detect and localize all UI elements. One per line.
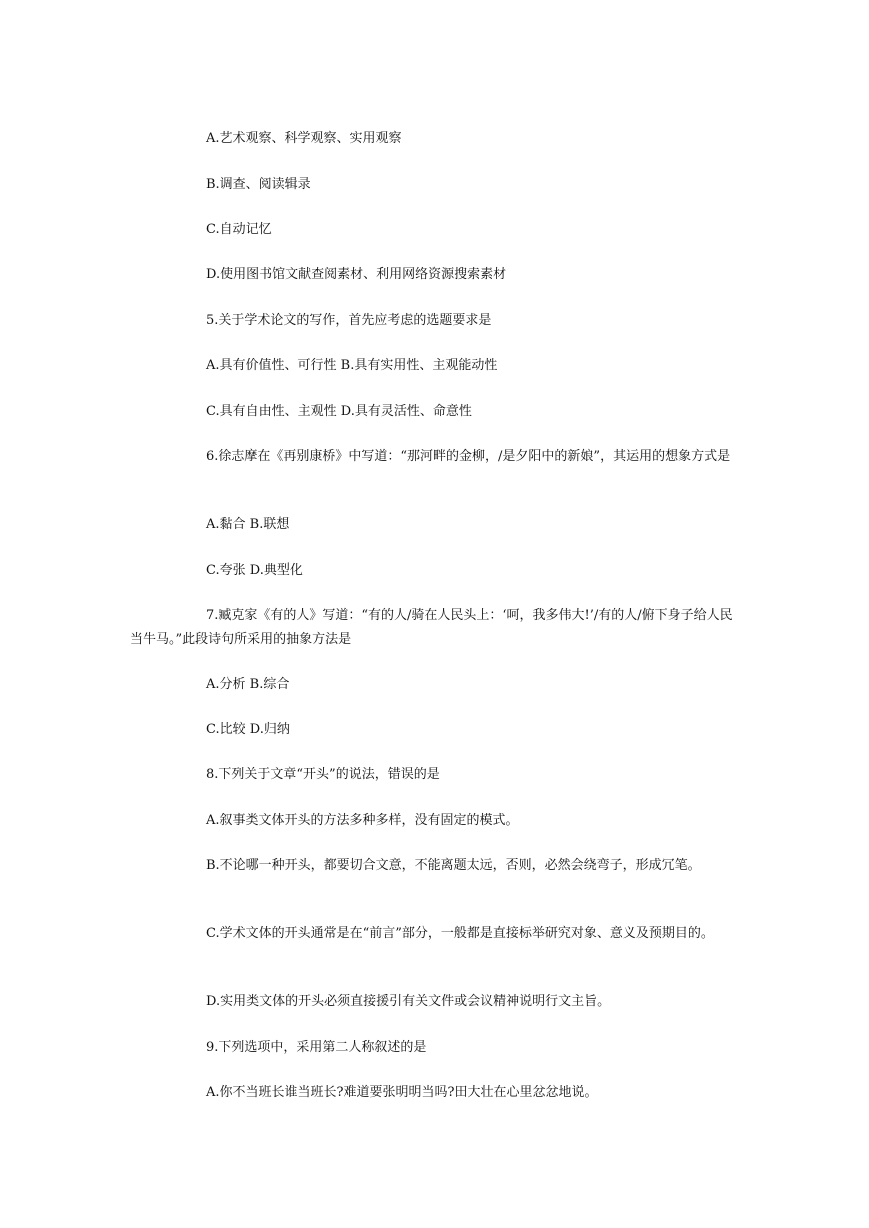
question-5: 5.关于学术论文的写作，首先应考虑的选题要求是	[206, 313, 492, 328]
option-line: D.使用图书馆文献查阅素材、利用网络资源搜索素材	[206, 267, 507, 282]
option-line: B.不论哪一种开头，都要切合文意，不能离题太远，否则，必然会绕弯子，形成冗笔。	[206, 858, 701, 873]
question-8: 8.下列关于文章“开头”的说法，错误的是	[206, 767, 440, 782]
option-line: C.具有自由性、主观性 D.具有灵活性、命意性	[206, 404, 472, 419]
question-9: 9.下列选项中，采用第二人称叙述的是	[206, 1040, 427, 1055]
option-line: A.黏合 B.联想	[206, 517, 290, 532]
option-line: A.具有价值性、可行性 B.具有实用性、主观能动性	[206, 358, 498, 373]
question-6: 6.徐志摩在《再别康桥》中写道：“那河畔的金柳，/是夕阳中的新娘”，其运用的想象方式是	[206, 449, 731, 464]
option-line: B.调查、阅读辑录	[206, 177, 311, 192]
question-7: 7.臧克家《有的人》写道：“有的人/骑在人民头上：‘呵，我多伟大!’/有的人/俯下身子给人民当牛马。”此段诗句所采用的抽象方法是	[130, 608, 733, 647]
option-line: A.你不当班长谁当班长?难道要张明明当吗?田大壮在心里忿忿地说。	[206, 1085, 598, 1100]
option-line: A.分析 B.综合	[206, 677, 290, 692]
option-line: A.艺术观察、科学观察、实用观察	[206, 131, 402, 146]
option-line: A.叙事类文体开头的方法多种多样，没有固定的模式。	[206, 813, 519, 828]
option-line: C.比较 D.归纳	[206, 722, 290, 737]
option-line: C.自动记忆	[206, 222, 272, 237]
option-line: C.夸张 D.典型化	[206, 563, 303, 578]
option-line: D.实用类文体的开头必须直接援引有关文件或会议精神说明行文主旨。	[206, 994, 611, 1009]
option-line: C.学术文体的开头通常是在“前言”部分，一般都是直接标举研究对象、意义及预期目的。	[206, 926, 714, 941]
